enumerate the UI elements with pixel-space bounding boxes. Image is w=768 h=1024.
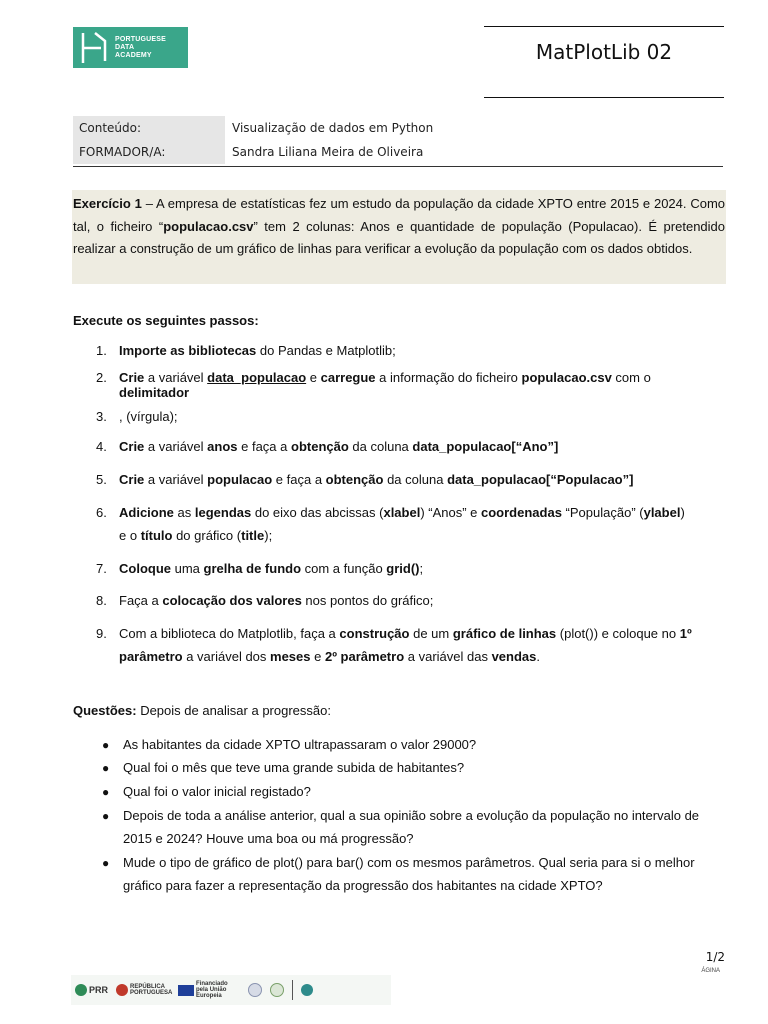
- academy-footer-icon: [301, 984, 313, 996]
- exercise-text: – A empresa de estatísticas fez um estudo da população da cidade XPTO entre 2015 e 2024. Como tal, o ficheiro “: [73, 196, 726, 234]
- exercise-title: Exercício 1: [73, 196, 142, 211]
- footer-logos: [71, 975, 391, 1005]
- step-item: [96, 370, 706, 400]
- exercise-file: populacao.csv: [163, 218, 254, 234]
- republica-logo: REPÚBLICA PORTUGUESA: [116, 984, 170, 996]
- question-item: [102, 805, 722, 850]
- step-text: Com a biblioteca do Matplotlib, faça a construção de um gráfico de linhas (plot()) e coloque no 1º parâmetro a variável dos meses e 2º parâmetro a variável das vendas.: [119, 626, 692, 664]
- step-number: 6.: [96, 505, 107, 520]
- info-row-content: [73, 116, 723, 140]
- step-number: 2.: [96, 370, 107, 385]
- republica-icon: [116, 984, 128, 996]
- logo-mark-icon: [79, 31, 109, 65]
- question-item: [102, 734, 722, 757]
- step-item: [96, 340, 706, 363]
- step-number: 7.: [96, 561, 107, 576]
- step-text: Adicione as legendas do eixo das abcissas (xlabel) “Anos” e coordenadas “População” (ylabel) e o título do gráfico (title);: [119, 505, 685, 543]
- info-divider: [73, 166, 723, 167]
- footer-separator: [292, 980, 293, 1000]
- document-title: MatPlotLib 02: [535, 40, 673, 64]
- step-item: [96, 558, 706, 581]
- prr-icon: [75, 984, 87, 996]
- question-item: [102, 852, 722, 897]
- steps-heading: Execute os seguintes passos:: [73, 313, 259, 328]
- bullet-icon: ●: [102, 809, 110, 823]
- exercise-description: [72, 190, 726, 284]
- bullet-icon: ●: [102, 761, 110, 775]
- step-text: , (vírgula);: [119, 409, 178, 424]
- page-number: 1/2: [705, 950, 725, 964]
- step-item: [96, 502, 686, 547]
- logo-text: PORTUGUESE DATA ACADEMY: [115, 35, 167, 59]
- questions-heading: Questões: Depois de analisar a progressão:: [73, 703, 331, 718]
- partner-logo-icon: [248, 983, 262, 997]
- bullet-icon: ●: [102, 738, 110, 752]
- step-text: Coloque uma grelha de fundo com a função grid();: [119, 561, 424, 576]
- eu-logo: Financiado pela União Europeia: [178, 981, 240, 999]
- partner-logo-icon: [270, 983, 284, 997]
- step-number: 1.: [96, 343, 107, 358]
- step-text: Importe as bibliotecas do Pandas e Matplotlib;: [119, 343, 396, 358]
- step-number: 4.: [96, 439, 107, 454]
- page-label: ÁGINA: [701, 968, 720, 974]
- step-number: 5.: [96, 472, 107, 487]
- bullet-icon: ●: [102, 856, 110, 870]
- step-number: 3.: [96, 409, 107, 424]
- prr-logo: PRR: [75, 984, 108, 996]
- info-label: FORMADOR/A:: [73, 140, 225, 164]
- question-item: [102, 757, 722, 780]
- step-text: Crie a variável populacao e faça a obtenção da coluna data_populacao[“Populacao”]: [119, 472, 634, 487]
- eu-flag-icon: [178, 985, 194, 996]
- question-text: Mude o tipo de gráfico de plot() para bar() com os mesmos parâmetros. Qual seria para si o melhor gráfico para fazer a representação da progressão dos habitantes na cidade XPTO?: [123, 855, 695, 893]
- step-number: 8.: [96, 593, 107, 608]
- question-text: Qual foi o valor inicial registado?: [123, 784, 311, 799]
- info-value: Sandra Liliana Meira de Oliveira: [232, 145, 424, 159]
- info-value: Visualização de dados em Python: [232, 121, 434, 135]
- info-row-trainer: [73, 140, 723, 164]
- step-text: Faça a colocação dos valores nos pontos do gráfico;: [119, 593, 434, 608]
- exercise-text: ” tem 2 colunas: Anos e quantidade de população (Populacao). É pretendido realizar a construção de um gráfico de linhas para verificar a evolução da população com os dados obtidos.: [73, 218, 725, 256]
- question-text: As habitantes da cidade XPTO ultrapassaram o valor 29000?: [123, 737, 477, 752]
- title-rule-top: [484, 26, 724, 27]
- step-number: 9.: [96, 626, 107, 641]
- step-item: [96, 590, 706, 613]
- step-item: [96, 623, 696, 668]
- info-label: Conteúdo:: [73, 116, 225, 140]
- bullet-icon: ●: [102, 785, 110, 799]
- title-rule-bottom: [484, 97, 724, 98]
- step-item: [96, 406, 706, 429]
- question-text: Qual foi o mês que teve uma grande subida de habitantes?: [123, 760, 465, 775]
- info-table: [73, 116, 723, 164]
- step-text: Crie a variável data_populacao e carregue a informação do ficheiro populacao.csv com o delimitador: [119, 370, 651, 400]
- question-text: Depois de toda a análise anterior, qual a sua opinião sobre a evolução da população no intervalo de 2015 e 2024? Houve uma boa ou má progressão?: [123, 808, 700, 846]
- step-item: [96, 436, 706, 459]
- step-text: Crie a variável anos e faça a obtenção da coluna data_populacao[“Ano”]: [119, 439, 559, 454]
- academy-logo: [73, 27, 188, 68]
- step-item: [96, 469, 706, 492]
- question-item: [102, 781, 722, 804]
